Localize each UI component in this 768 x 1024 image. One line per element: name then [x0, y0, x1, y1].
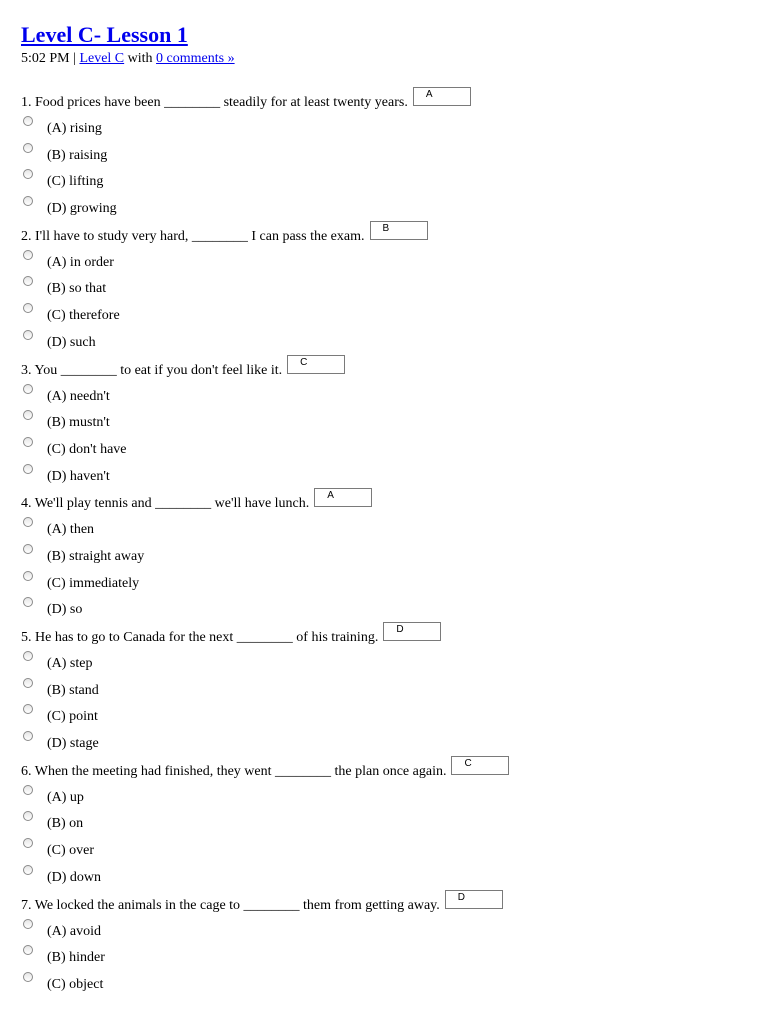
radio-button[interactable]	[23, 276, 33, 286]
option-row	[21, 328, 761, 355]
option-label: (B) stand	[47, 682, 99, 698]
comments-link[interactable]: 0 comments »	[156, 51, 235, 66]
question-row	[21, 622, 761, 649]
radio-button[interactable]	[23, 116, 33, 126]
question-text: 4. We'll play tennis and ________ we'll have lunch.	[21, 496, 310, 512]
option-label: (A) in order	[47, 254, 114, 270]
option-label: (A) rising	[47, 121, 102, 136]
option-label: (A) needn't	[47, 388, 110, 404]
radio-button[interactable]	[23, 838, 33, 848]
radio-button[interactable]	[23, 597, 33, 607]
option-row	[21, 702, 761, 729]
option-row	[21, 274, 761, 301]
post-meta	[21, 50, 235, 68]
question-text: 6. When the meeting had finished, they went ________ the plan once again.	[21, 763, 447, 779]
option-row	[21, 783, 761, 810]
question-6	[21, 756, 761, 890]
question-row	[21, 890, 761, 917]
question-row	[21, 756, 761, 783]
option-label: (C) over	[47, 843, 95, 859]
option-row	[21, 836, 761, 863]
question-4	[21, 488, 761, 622]
post-title-link[interactable]: Level C- Lesson 1	[21, 22, 188, 47]
category-link[interactable]: Level C	[79, 51, 125, 66]
option-label: (B) hinder	[47, 950, 105, 966]
option-row	[21, 167, 761, 194]
option-label: (C) lifting	[47, 174, 104, 190]
answer-box[interactable]: C	[451, 756, 509, 775]
meta-separator: |	[69, 51, 80, 66]
question-text: 1. Food prices have been ________ steadily for at least twenty years.	[21, 95, 408, 110]
radio-button[interactable]	[23, 330, 33, 340]
option-label: (D) down	[47, 869, 102, 885]
option-label: (D) so	[47, 602, 83, 618]
option-row	[21, 676, 761, 703]
option-row	[21, 515, 761, 542]
option-row	[21, 462, 761, 489]
radio-button[interactable]	[23, 464, 33, 474]
option-row	[21, 435, 761, 462]
question-2	[21, 221, 761, 355]
answer-box[interactable]: C	[287, 355, 345, 374]
option-row	[21, 408, 761, 435]
question-row	[21, 488, 761, 515]
option-row	[21, 248, 761, 275]
answer-box[interactable]: B	[370, 221, 428, 240]
option-label: (C) don't have	[47, 441, 127, 457]
answer-box[interactable]: A	[413, 87, 471, 106]
option-label: (B) straight away	[47, 548, 145, 564]
option-label: (B) mustn't	[47, 415, 110, 431]
option-row	[21, 649, 761, 676]
question-text: 2. I'll have to study very hard, ________ I can pass the exam.	[21, 228, 365, 244]
question-row	[21, 355, 761, 382]
option-row	[21, 917, 761, 944]
radio-button[interactable]	[23, 704, 33, 714]
option-row	[21, 970, 761, 997]
option-label: (C) point	[47, 709, 98, 725]
radio-button[interactable]	[23, 919, 33, 929]
option-label: (D) stage	[47, 736, 99, 752]
radio-button[interactable]	[23, 678, 33, 688]
option-label: (B) on	[47, 816, 84, 832]
answer-box[interactable]: A	[314, 488, 372, 507]
option-label: (A) avoid	[47, 923, 102, 939]
option-label: (B) raising	[47, 147, 108, 163]
option-row	[21, 542, 761, 569]
option-row	[21, 569, 761, 596]
radio-button[interactable]	[23, 196, 33, 206]
option-row	[21, 141, 761, 168]
option-row	[21, 382, 761, 409]
radio-button[interactable]	[23, 571, 33, 581]
option-label: (C) object	[47, 976, 104, 992]
radio-button[interactable]	[23, 731, 33, 741]
answer-box[interactable]: D	[445, 890, 503, 909]
question-row	[21, 221, 761, 248]
option-label: (B) so that	[47, 281, 107, 297]
radio-button[interactable]	[23, 250, 33, 260]
option-label: (A) up	[47, 789, 84, 805]
meta-with-text: with	[124, 51, 157, 66]
option-label: (D) growing	[47, 201, 117, 217]
question-1	[21, 87, 761, 221]
question-3	[21, 355, 761, 489]
question-7	[21, 890, 761, 997]
option-label: (C) therefore	[47, 308, 120, 324]
question-5	[21, 622, 761, 756]
radio-button[interactable]	[23, 169, 33, 179]
radio-button[interactable]	[23, 865, 33, 875]
question-text: 7. We locked the animals in the cage to ________ them from getting away.	[21, 897, 440, 913]
question-text: 5. He has to go to Canada for the next ________ of his training.	[21, 630, 379, 645]
radio-button[interactable]	[23, 785, 33, 795]
question-row	[21, 87, 761, 114]
option-row	[21, 729, 761, 756]
radio-button[interactable]	[23, 544, 33, 554]
option-label: (A) step	[47, 656, 93, 671]
radio-button[interactable]	[23, 437, 33, 447]
question-text: 3. You ________ to eat if you don't feel like it.	[21, 362, 283, 378]
option-row	[21, 863, 761, 890]
radio-button[interactable]	[23, 143, 33, 153]
option-label: (C) immediately	[47, 575, 140, 591]
option-label: (A) then	[47, 522, 95, 538]
radio-button[interactable]	[23, 811, 33, 821]
radio-button[interactable]	[23, 517, 33, 527]
option-row	[21, 114, 761, 141]
option-label: (D) such	[47, 334, 96, 350]
option-label: (D) haven't	[47, 468, 110, 484]
option-row	[21, 809, 761, 836]
radio-button[interactable]	[23, 410, 33, 420]
radio-button[interactable]	[23, 651, 33, 661]
post-time: 5:02 PM	[21, 51, 70, 66]
option-row	[21, 943, 761, 970]
option-row	[21, 194, 761, 221]
answer-box[interactable]: D	[383, 622, 441, 641]
quiz	[21, 87, 761, 997]
option-row	[21, 301, 761, 328]
radio-button[interactable]	[23, 303, 33, 313]
radio-button[interactable]	[23, 945, 33, 955]
option-row	[21, 595, 761, 622]
radio-button[interactable]	[23, 972, 33, 982]
radio-button[interactable]	[23, 384, 33, 394]
